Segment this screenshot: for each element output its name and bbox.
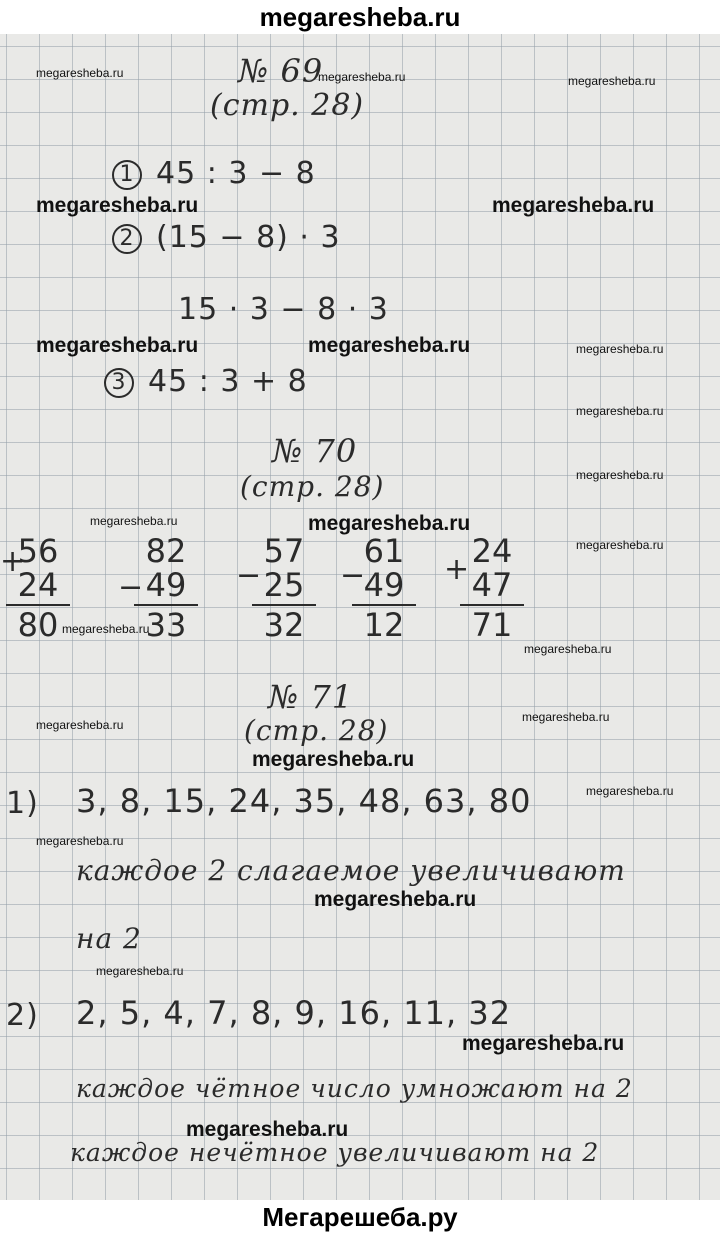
task69-item-2	[112, 220, 341, 255]
watermark: megaresheba.ru	[576, 538, 664, 552]
operand-a: 82	[145, 532, 187, 570]
task71-page-ref: (стр. 28)	[244, 714, 389, 747]
task71-title: № 71	[268, 678, 354, 716]
watermark: megaresheba.ru	[36, 334, 199, 357]
column-calc-3	[252, 534, 316, 642]
watermark: megaresheba.ru	[576, 404, 664, 418]
watermark: megaresheba.ru	[318, 70, 406, 84]
part2-note-line1: каждое чётное число умножают на 2	[76, 1074, 633, 1103]
expression: (15 − 8) · 3	[156, 220, 341, 255]
column-calc-4	[352, 534, 416, 642]
result: 33	[145, 606, 187, 644]
watermark: megaresheba.ru	[36, 194, 199, 217]
column-sign: −	[340, 558, 366, 593]
result: 32	[263, 606, 305, 644]
task69-title: № 69	[238, 52, 324, 90]
part2-label: 2)	[6, 998, 39, 1033]
site-footer[interactable]: Мегарешеба.ру	[0, 1200, 720, 1235]
watermark: megaresheba.ru	[586, 784, 674, 798]
part2-note-line2: каждое нечётное увеличивают на 2	[70, 1138, 600, 1167]
operand-a: 57	[263, 532, 305, 570]
watermark: megaresheba.ru	[462, 1032, 625, 1055]
site-header[interactable]: megaresheba.ru	[0, 0, 720, 34]
operand-a: 56	[17, 532, 59, 570]
watermark: megaresheba.ru	[308, 334, 471, 357]
watermark: megaresheba.ru	[314, 888, 477, 911]
notebook-page	[0, 34, 720, 1200]
task69-item-2-expanded: 15 · 3 − 8 · 3	[178, 292, 389, 327]
watermark: megaresheba.ru	[576, 342, 664, 356]
operand-b: 49	[363, 566, 405, 604]
operand-b: 24	[17, 566, 59, 604]
result: 12	[363, 606, 405, 644]
watermark: megaresheba.ru	[308, 512, 471, 535]
column-sign: +	[0, 544, 26, 579]
watermark: megaresheba.ru	[492, 194, 655, 217]
operand-b: 49	[145, 566, 187, 604]
watermark: megaresheba.ru	[568, 74, 656, 88]
result: 80	[17, 606, 59, 644]
expression: 45 : 3 + 8	[148, 364, 308, 399]
part1-sequence: 3, 8, 15, 24, 35, 48, 63, 80	[76, 782, 532, 820]
column-calc-1	[6, 534, 70, 642]
watermark: megaresheba.ru	[90, 514, 178, 528]
task70-title: № 70	[272, 432, 358, 470]
operand-b: 25	[263, 566, 305, 604]
watermark: megaresheba.ru	[252, 748, 415, 771]
watermark: megaresheba.ru	[186, 1118, 349, 1141]
part1-label: 1)	[6, 786, 39, 821]
column-calc-5	[460, 534, 524, 642]
watermark: megaresheba.ru	[36, 66, 124, 80]
part1-note-line1: каждое 2 слагаемое увеличивают	[76, 854, 626, 887]
watermark: megaresheba.ru	[36, 718, 124, 732]
item-number-2: 2	[112, 224, 142, 254]
part2-sequence: 2, 5, 4, 7, 8, 9, 16, 11, 32	[76, 994, 512, 1032]
watermark: megaresheba.ru	[522, 710, 610, 724]
watermark: megaresheba.ru	[576, 468, 664, 482]
expression: 45 : 3 − 8	[156, 156, 316, 191]
item-number-1: 1	[112, 160, 142, 190]
task69-item-1	[112, 156, 316, 191]
watermark: megaresheba.ru	[62, 622, 150, 636]
item-number-3: 3	[104, 368, 134, 398]
watermark: megaresheba.ru	[96, 964, 184, 978]
operand-b: 47	[471, 566, 513, 604]
operand-a: 24	[471, 532, 513, 570]
operand-a: 61	[363, 532, 405, 570]
task70-page-ref: (стр. 28)	[240, 470, 385, 503]
watermark: megaresheba.ru	[524, 642, 612, 656]
watermark: megaresheba.ru	[36, 834, 124, 848]
part1-note-line2: на 2	[76, 922, 142, 955]
column-sign: −	[118, 570, 144, 605]
column-sign: +	[444, 552, 470, 587]
task69-item-3	[104, 364, 308, 399]
task69-page-ref: (стр. 28)	[210, 88, 365, 123]
column-sign: −	[236, 558, 262, 593]
result: 71	[471, 606, 513, 644]
